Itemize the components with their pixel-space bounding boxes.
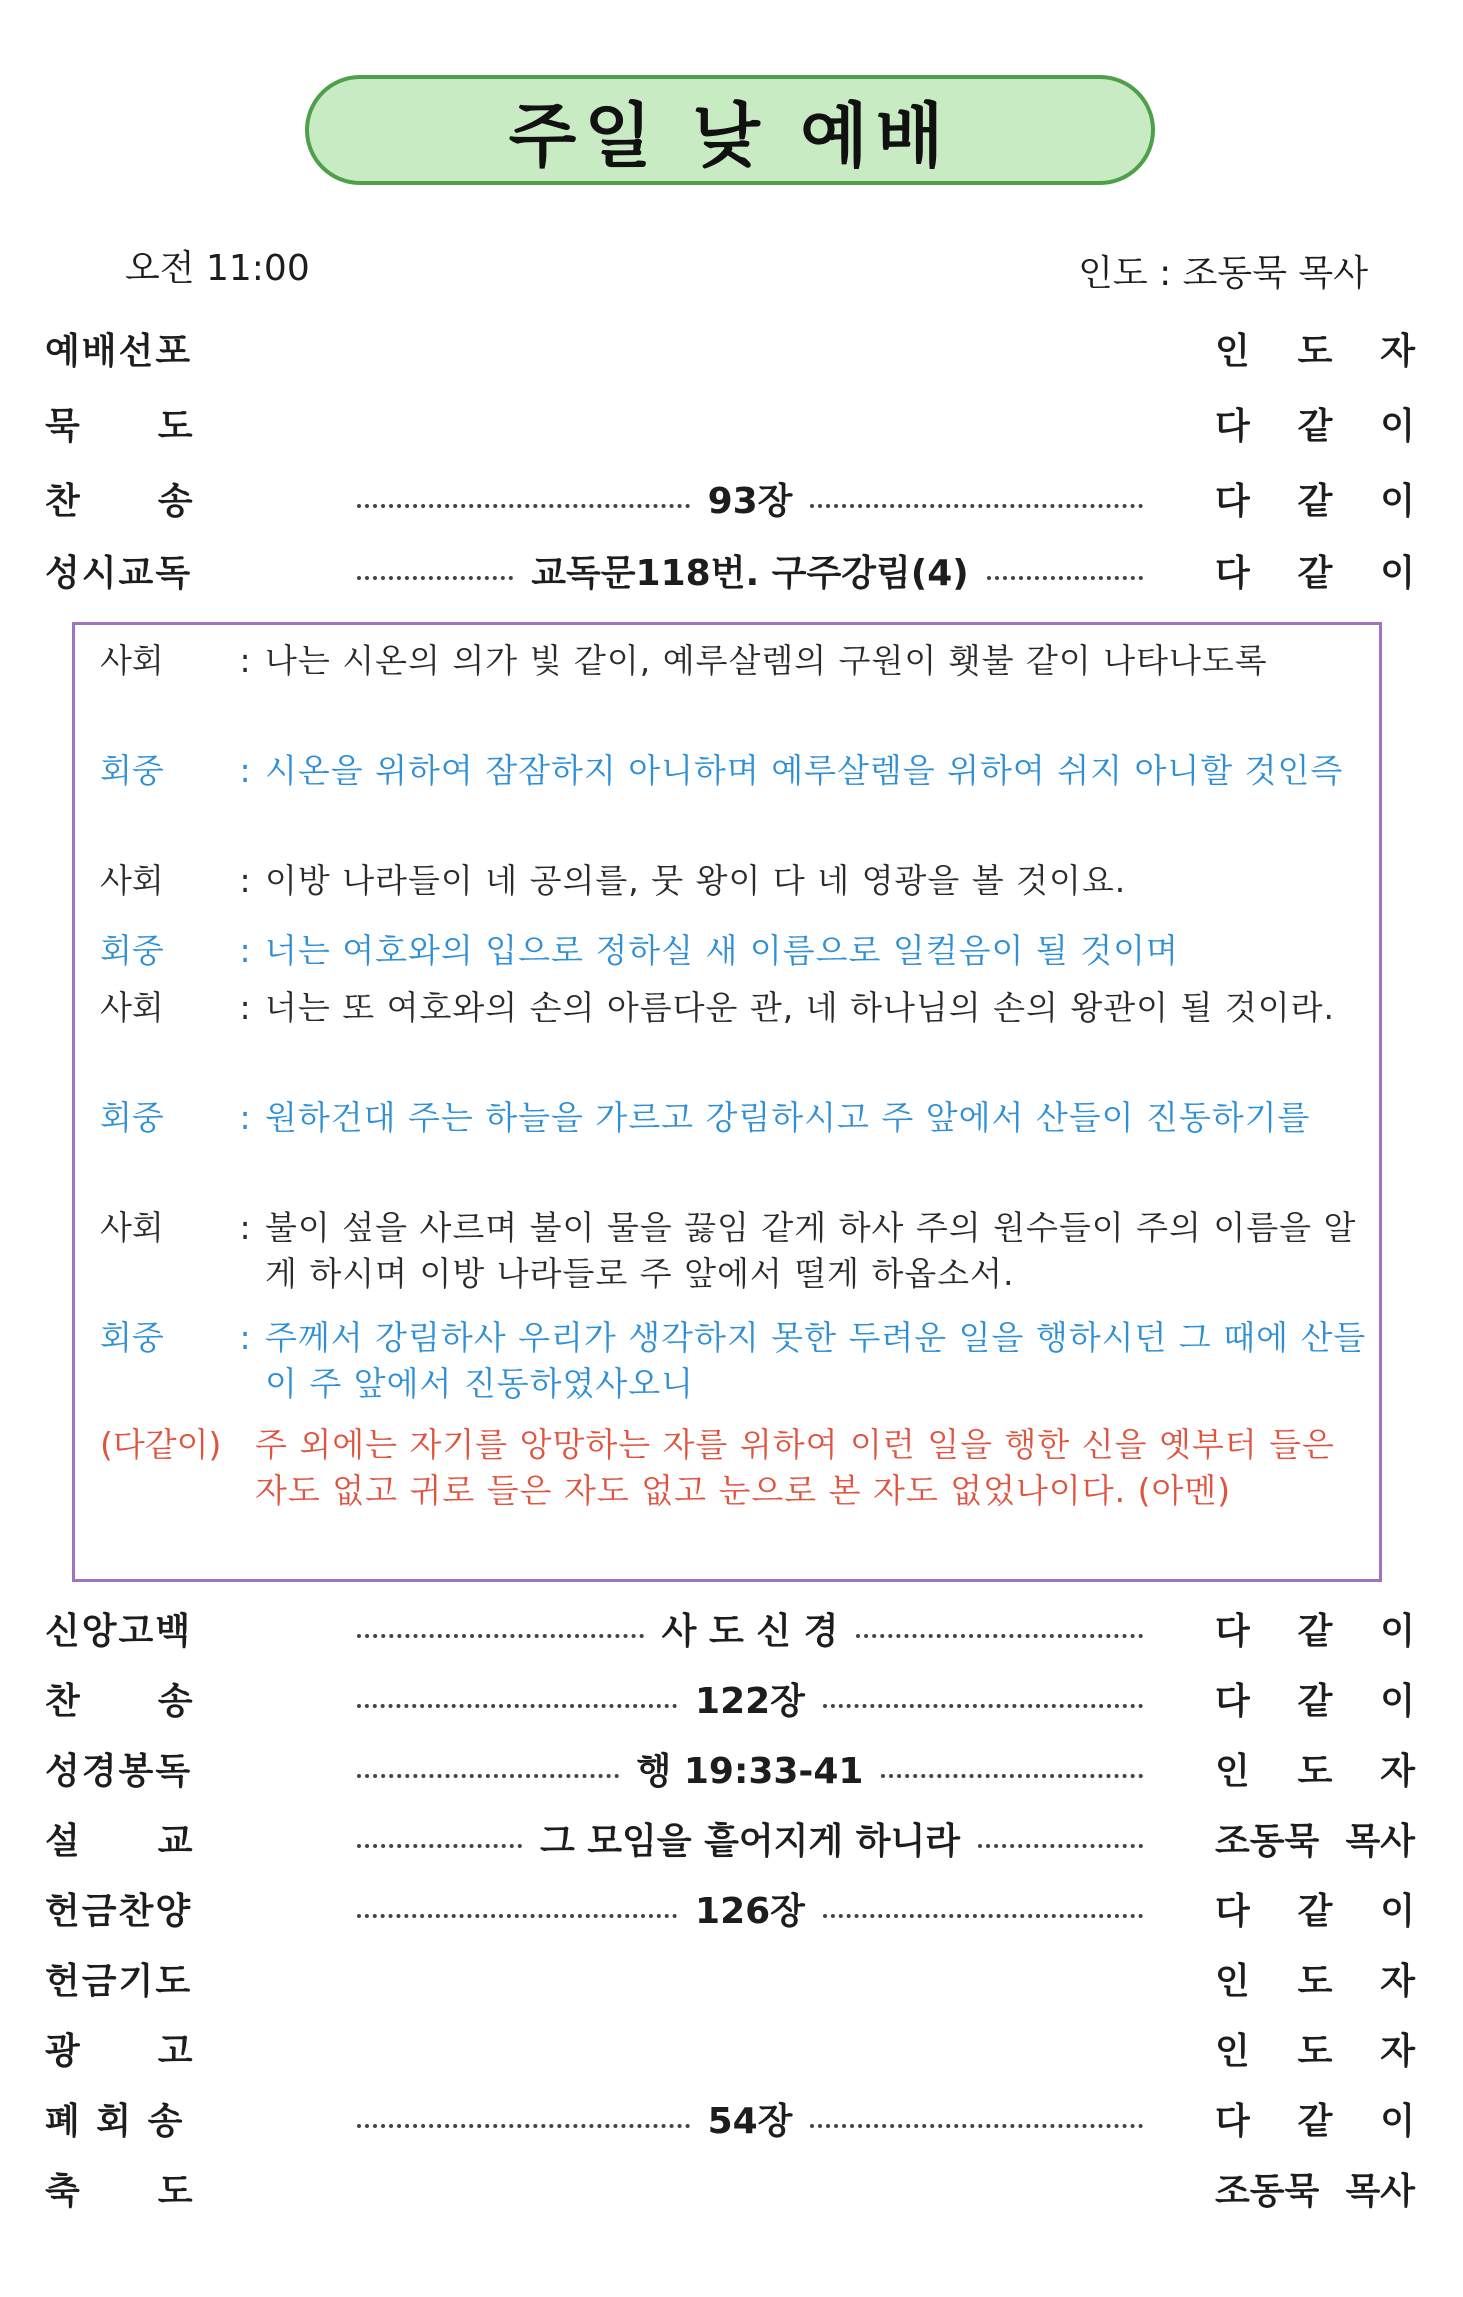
speaker-label: 회중 — [100, 931, 164, 970]
order-content: 그 모임을 흩어지게 하니라 — [539, 1820, 961, 1862]
responsive-line — [100, 1422, 1370, 1514]
order-content: 54장 — [707, 2100, 793, 2142]
service-leader: 인도 : 조동묵 목사 — [1078, 253, 1368, 294]
order-participant: 다 같 이 — [1215, 2100, 1415, 2142]
verse-text: 너는 또 여호와의 손의 아름다운 관, 네 하나님의 손의 왕관이 될 것이라. — [265, 988, 1335, 1027]
separator: : — [239, 931, 251, 970]
speaker-label: (다같이) — [100, 1425, 222, 1464]
order-participant: 다 같 이 — [1215, 552, 1415, 594]
verse-text: 시온을 위하여 잠잠하지 아니하며 예루살렘을 위하여 쉬지 아니할 것인즉 — [265, 751, 1344, 790]
order-leader-dots — [345, 421, 1155, 425]
order-label: 신앙고백 — [45, 1610, 193, 1652]
order-leader-dots — [345, 1603, 1155, 1654]
order-label: 예배선포 — [45, 330, 193, 372]
separator: : — [239, 1208, 251, 1247]
speaker-label: 회중 — [100, 1098, 164, 1137]
order-label: 묵 도 — [45, 405, 195, 447]
order-participant: 다 같 이 — [1215, 405, 1415, 447]
order-label: 헌금찬양 — [45, 1890, 193, 1932]
order-label: 광 고 — [45, 2030, 195, 2072]
order-leader-dots — [345, 1743, 1155, 1794]
responsive-line — [100, 928, 1370, 974]
speaker-label: 사회 — [100, 641, 164, 680]
order-participant: 다 같 이 — [1215, 1890, 1415, 1932]
order-leader-dots — [345, 1883, 1155, 1934]
order-row — [45, 2088, 1415, 2148]
speaker-label: 사회 — [100, 988, 164, 1027]
order-participant: 조동묵 목사 — [1215, 2170, 1415, 2212]
order-row — [45, 393, 1415, 453]
order-row — [45, 1598, 1415, 1658]
responsive-line — [100, 1315, 1370, 1407]
responsive-line — [100, 638, 1370, 684]
order-leader-dots — [345, 1813, 1155, 1864]
order-participant: 인 도 자 — [1215, 1750, 1415, 1792]
order-content: 126장 — [695, 1890, 805, 1932]
order-row — [45, 468, 1415, 528]
separator: : — [239, 1098, 251, 1137]
order-content: 사 도 신 경 — [661, 1610, 839, 1652]
page-title: 주일 낮 예배 — [508, 94, 952, 177]
order-participant: 인 도 자 — [1215, 330, 1415, 372]
separator: : — [239, 641, 251, 680]
order-participant: 다 같 이 — [1215, 1610, 1415, 1652]
order-label: 찬 송 — [45, 480, 195, 522]
speaker-label: 회중 — [100, 1318, 164, 1357]
order-leader-dots — [345, 473, 1155, 524]
order-label: 성시교독 — [45, 552, 193, 594]
order-leader-dots — [345, 2093, 1155, 2144]
speaker-label: 회중 — [100, 751, 164, 790]
verse-text: 나는 시온의 의가 빛 같이, 예루살렘의 구원이 횃불 같이 나타나도록 — [265, 641, 1268, 680]
verse-text: 이방 나라들이 네 공의를, 뭇 왕이 다 네 영광을 볼 것이요. — [265, 861, 1127, 900]
order-row — [45, 1808, 1415, 1868]
order-leader-dots — [345, 2186, 1155, 2190]
responsive-line — [100, 1205, 1370, 1297]
order-label: 찬 송 — [45, 1680, 195, 1722]
responsive-line — [100, 985, 1370, 1031]
verse-text: 불이 섶을 사르며 불이 물을 끓임 같게 하사 주의 원수들이 주의 이름을 알게 하시며 이방 나라들로 주 앞에서 떨게 하옵소서. — [265, 1208, 1357, 1293]
responsive-line — [100, 1095, 1370, 1141]
order-participant: 인 도 자 — [1215, 1960, 1415, 2002]
order-row — [45, 1738, 1415, 1798]
separator: : — [239, 751, 251, 790]
order-leader-dots — [345, 346, 1155, 350]
order-row — [45, 1948, 1415, 2008]
verse-text: 원하건대 주는 하늘을 가르고 강림하시고 주 앞에서 산들이 진동하기를 — [265, 1098, 1311, 1137]
verse-text: 주 외에는 자기를 앙망하는 자를 위하여 이런 일을 행한 신을 옛부터 들은 자도 없고 귀로 들은 자도 없고 눈으로 본 자도 없었나이다. (아멘) — [255, 1425, 1335, 1510]
order-row — [45, 318, 1415, 378]
service-time: 오전 11:00 — [125, 248, 310, 289]
responsive-line — [100, 748, 1370, 794]
responsive-line — [100, 858, 1370, 904]
order-participant: 인 도 자 — [1215, 2030, 1415, 2072]
order-row — [45, 1668, 1415, 1728]
order-row — [45, 2018, 1415, 2078]
order-label: 축 도 — [45, 2170, 195, 2212]
speaker-label: 사회 — [100, 861, 164, 900]
order-participant: 조동묵 목사 — [1215, 1820, 1415, 1862]
speaker-label: 사회 — [100, 1208, 164, 1247]
order-content: 122장 — [695, 1680, 805, 1722]
order-leader-dots — [345, 1673, 1155, 1724]
order-row — [45, 2158, 1415, 2218]
order-label: 설 교 — [45, 1820, 195, 1862]
order-content: 교독문118번. 구주강림(4) — [531, 552, 969, 594]
order-row — [45, 540, 1415, 600]
verse-text: 주께서 강림하사 우리가 생각하지 못한 두려운 일을 행하시던 그 때에 산들이 주 앞에서 진동하였사오니 — [265, 1318, 1367, 1403]
order-leader-dots — [345, 2046, 1155, 2050]
order-row — [45, 1878, 1415, 1938]
verse-text: 너는 여호와의 입으로 정하실 새 이름으로 일컬음이 될 것이며 — [265, 931, 1179, 970]
order-content: 행 19:33-41 — [636, 1750, 864, 1792]
order-label: 헌금기도 — [45, 1960, 193, 2002]
order-participant: 다 같 이 — [1215, 480, 1415, 522]
order-content: 93장 — [707, 480, 793, 522]
separator: : — [239, 861, 251, 900]
order-leader-dots — [345, 545, 1155, 596]
order-participant: 다 같 이 — [1215, 1680, 1415, 1722]
order-leader-dots — [345, 1976, 1155, 1980]
order-label: 성경봉독 — [45, 1750, 193, 1792]
separator: : — [239, 988, 251, 1027]
order-label: 폐 회 송 — [45, 2100, 185, 2142]
separator: : — [239, 1318, 251, 1357]
title-banner — [305, 75, 1155, 185]
